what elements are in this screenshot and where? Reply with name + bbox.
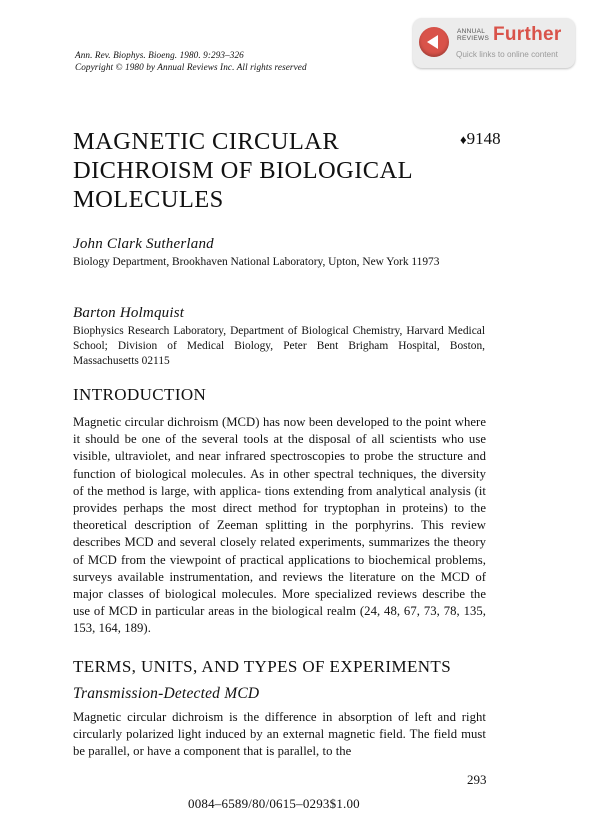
introduction-heading: INTRODUCTION — [73, 385, 207, 404]
page-number: 293 — [467, 772, 487, 787]
title-line-3: MOLECULES — [73, 186, 224, 213]
diamond-icon: ♦ — [460, 132, 467, 147]
badge-tagline: Quick links to online content — [456, 50, 558, 59]
transmission-mcd-paragraph: Magnetic circular dichroism is the difference in absorption of left and right circularly polarized light induced by an external magnetic field. The field must be parallel, or have a component that is parallel, to the — [73, 710, 486, 759]
terms-heading: TERMS, UNITS, AND TYPES OF EXPERIMENTS — [73, 657, 452, 676]
introduction-paragraph: Magnetic circular dichroism (MCD) has now been developed to the point where it should be one of the several tools at the disposal of all scientists who use visible, ultraviolet, and near infrared spectroscopies to probe the structure and function of biological molecules. As in other spectral techniques, the diversity of the method is large, with applica- tions extending from analytical analysis (it provides perhaps the most direct method for tryptophan in proteins) to the theoretical description of Zeeman splitting in the porphyrins. This review describes MCD and several closely related experiments, summarizes the theory of MCD from the viewpoint of practical applications to biochemical problems, surveys available instrumentation, and reviews the literature on the MCD of major classes of biological molecules. More specialized reviews describe the use of MCD in particular areas in the biological realm (24, 48, 67, 73, 78, 135, 153, 164, 189). — [73, 415, 486, 636]
annual-reviews-logo: ANNUAL REVIEWS — [457, 28, 490, 42]
citation-line-2: Copyright © 1980 by Annual Reviews Inc. All rights reserved — [75, 62, 307, 72]
further-links-badge[interactable] — [413, 18, 575, 68]
author-name-1: John Clark Sutherland — [73, 236, 214, 252]
transmission-mcd-heading: Transmission-Detected MCD — [73, 685, 260, 702]
title-line-1: MAGNETIC CIRCULAR — [73, 128, 340, 155]
author-affiliation-2: Biophysics Research Laboratory, Department of Biological Chemistry, Harvard Medical School; Division of Medical Biology, Peter Bent Brigham Hospital, Boston, Massachusetts 02115 — [73, 325, 485, 367]
issn-footer: 0084–6589/80/0615–0293$1.00 — [188, 796, 360, 811]
article-title — [73, 127, 413, 214]
author-name-2: Barton Holmquist — [73, 305, 185, 321]
citation-line-1: Ann. Rev. Biophys. Bioeng. 1980. 9:293–326 — [75, 50, 244, 60]
author-affiliation-1: Biology Department, Brookhaven National Laboratory, Upton, New York 11973 — [73, 256, 440, 268]
journal-citation — [75, 49, 307, 73]
article-code — [460, 129, 501, 149]
article-code-number: 9148 — [466, 129, 501, 148]
further-label: Further — [493, 24, 562, 45]
back-arrow-icon — [419, 27, 449, 57]
title-line-2: DICHROISM OF BIOLOGICAL — [73, 157, 413, 184]
